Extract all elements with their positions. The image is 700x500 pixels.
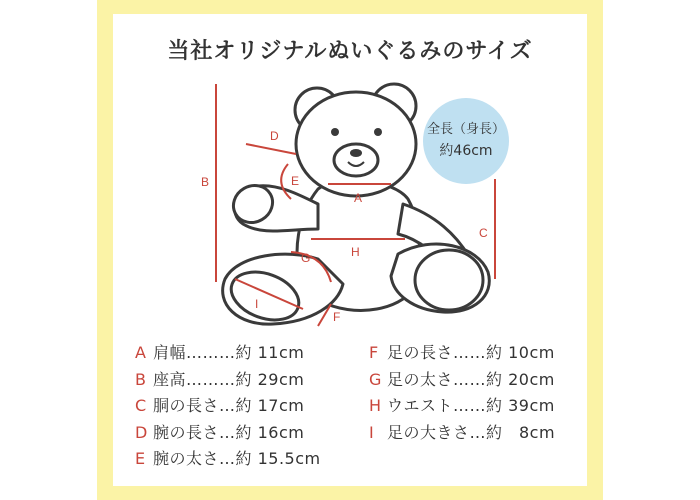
height-badge-value: 約46cm xyxy=(439,143,493,159)
list-item: D 腕の長さ…約 16cm xyxy=(135,422,305,442)
measurement-list-left xyxy=(135,340,321,473)
height-badge-label: 全長（身長） xyxy=(426,122,505,137)
teddy-bear-illustration xyxy=(113,14,587,354)
arrow-d xyxy=(246,144,296,154)
marker-d: D xyxy=(270,129,279,143)
list-item: B 座高………約 29cm xyxy=(135,369,305,389)
page-title: 当社オリジナルぬいぐるみのサイズ xyxy=(167,39,533,64)
bear-eye-left xyxy=(331,128,339,136)
bear-foot-right xyxy=(415,250,483,310)
height-badge xyxy=(423,98,509,184)
marker-e: E xyxy=(291,174,300,188)
marker-h: H xyxy=(351,245,360,259)
list-item: I 足の大きさ…約 8cm xyxy=(369,422,556,442)
list-item: H ウエスト……約 39cm xyxy=(369,396,555,416)
marker-f: F xyxy=(333,310,341,324)
bear-eye-right xyxy=(374,128,382,136)
marker-a: A xyxy=(354,191,363,205)
marker-g: G xyxy=(301,251,311,265)
measurement-list-right xyxy=(369,340,555,446)
bear-muzzle xyxy=(334,144,378,176)
bear-nose xyxy=(350,149,362,157)
marker-b: B xyxy=(201,175,210,189)
list-item: F 足の長さ……約 10cm xyxy=(369,343,555,362)
list-item: E 腕の太さ…約 15.5cm xyxy=(135,449,321,469)
list-item: G 足の太さ……約 20cm xyxy=(369,369,555,389)
list-item: C 胴の長さ…約 17cm xyxy=(135,396,305,416)
marker-i: I xyxy=(255,297,259,311)
marker-c: C xyxy=(479,226,488,240)
list-item: A 肩幅………約 11cm xyxy=(135,343,305,362)
size-panel xyxy=(113,14,587,486)
